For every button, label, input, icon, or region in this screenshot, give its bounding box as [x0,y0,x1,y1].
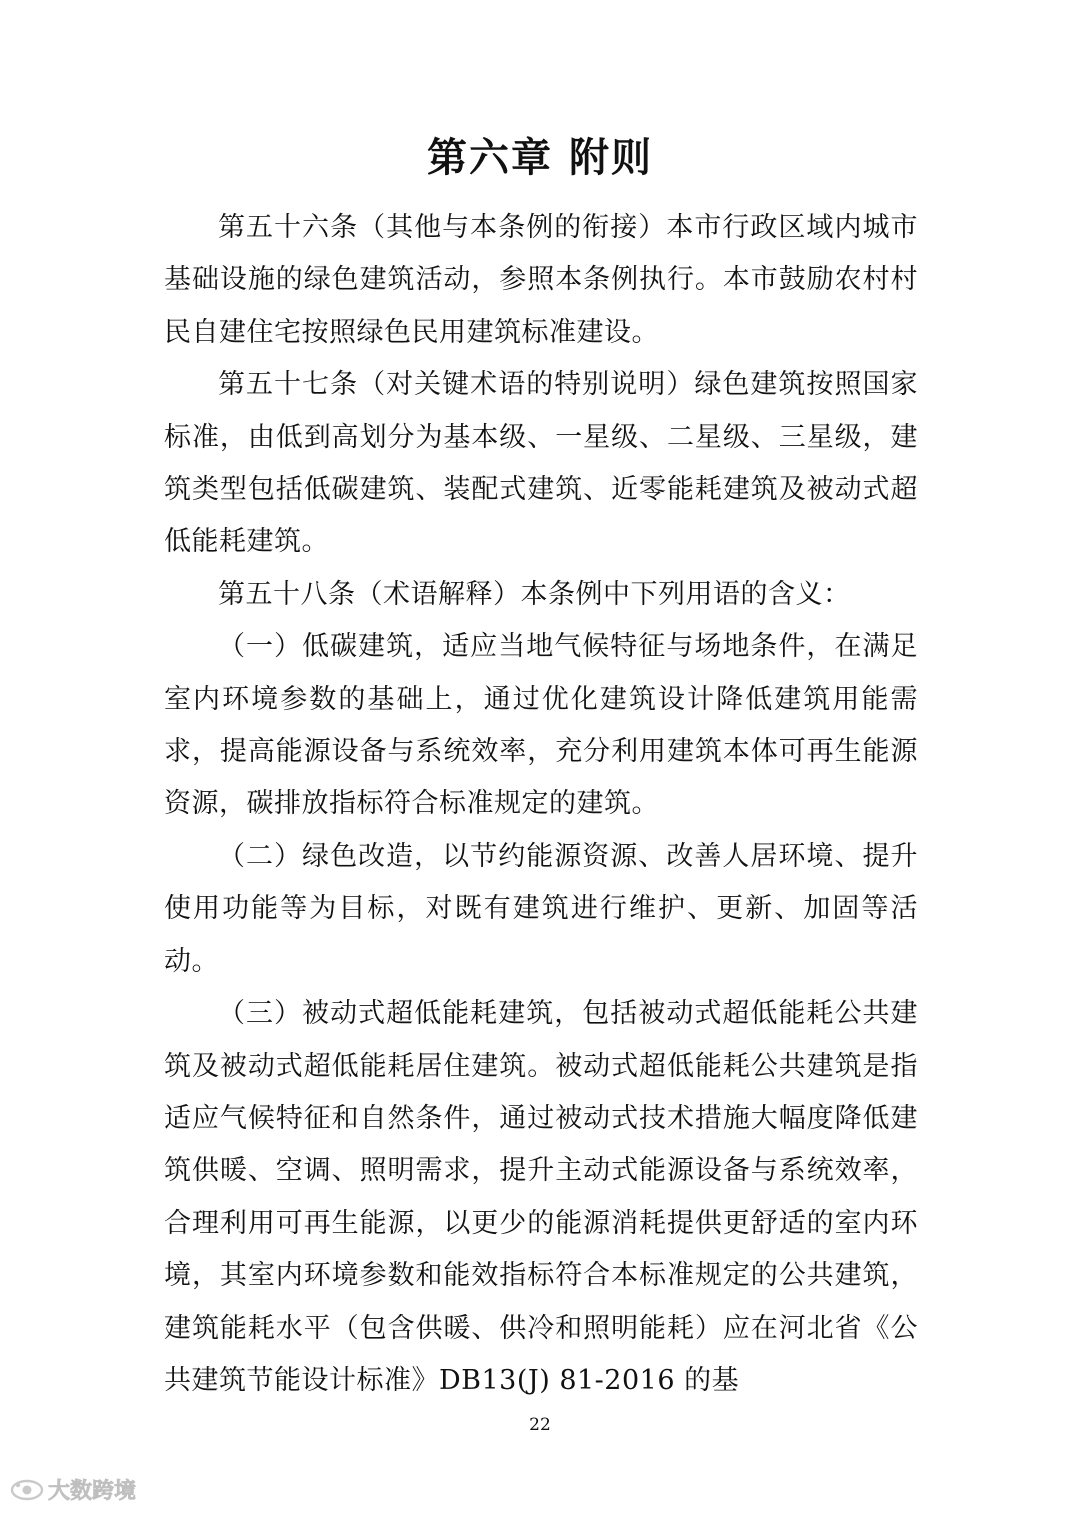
watermark-text: 大数跨境 [48,1479,137,1504]
term-passive-building-paragraph: （三）被动式超低能耗建筑，包括被动式超低能耗公共建筑及被动式超低能耗居住建筑。被动式超低能耗公共建筑是指适应气候特征和自然条件，通过被动式技术措施大幅度降低建筑供暖、空调、照明需求，提升主动式能源设备与系统效率，合理利用可再生能源，以更少的能源消耗提供更舒适的室内环境，其室内环境参数和能效指标符合本标准规定的公共建筑，建筑能耗水平（包含供暖、供冷和照明能耗）应在河北省《公共建筑节能设计标准》DB13(J) 81-2016 的基 [164,998,918,1396]
page-number: 22 [529,1415,551,1435]
watermark [10,1474,136,1505]
chapter-title: 第六章 附则 [427,135,653,181]
body-text [164,202,918,1407]
eye-logo-icon [10,1478,44,1502]
article-57-paragraph: 第五十七条（对关键术语的特别说明）绿色建筑按照国家标准，由低到高划分为基本级、一星级、二星级、三星级，建筑类型包括低碳建筑、装配式建筑、近零能耗建筑及被动式超低能耗建筑。 [164,369,918,558]
article-58-paragraph: 第五十八条（术语解释）本条例中下列用语的含义： [218,578,851,610]
article-56-paragraph: 第五十六条（其他与本条例的衔接）本市行政区域内城市基础设施的绿色建筑活动，参照本条例执行。本市鼓励农村村民自建住宅按照绿色民用建筑标准建设。 [164,212,918,348]
term-low-carbon-paragraph: （一）低碳建筑，适应当地气候特征与场地条件，在满足室内环境参数的基础上，通过优化建筑设计降低建筑用能需求，提高能源设备与系统效率，充分利用建筑本体可再生能源资源，碳排放指标符合标准规定的建筑。 [164,631,918,820]
term-green-retrofit-paragraph: （二）绿色改造，以节约能源资源、改善人居环境、提升使用功能等为目标，对既有建筑进行维护、更新、加固等活动。 [164,840,918,977]
